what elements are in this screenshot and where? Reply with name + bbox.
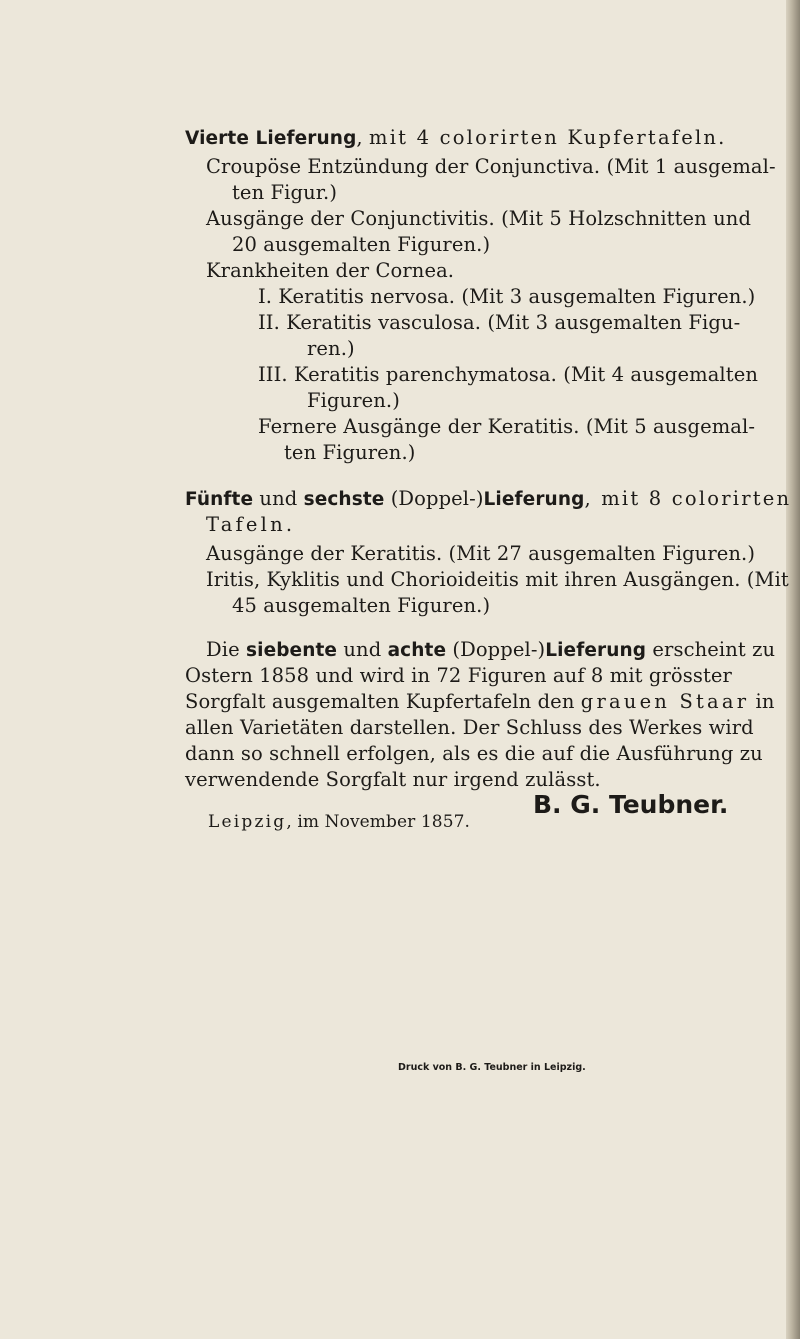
section4-line: ten Figur.) xyxy=(232,181,338,204)
section78-line1: Die siebente und achte (Doppel-)Lieferung erscheint zu xyxy=(206,638,776,661)
section4-line: ren.) xyxy=(307,337,355,360)
page-edge-shadow xyxy=(786,0,800,1339)
section56-line: 45 ausgemalten Figuren.) xyxy=(232,594,491,617)
section4-line: I. Keratitis nervosa. (Mit 3 ausgemalten Figuren.) xyxy=(258,285,756,308)
publisher-signature: B. G. Teubner. xyxy=(533,790,729,819)
section78-line3: Sorgfalt ausgemalten Kupfertafeln den grauen Staar in xyxy=(185,690,775,713)
section56-heading-line2: Tafeln. xyxy=(206,513,296,536)
section4-line: Croupöse Entzündung der Conjunctiva. (Mit 1 ausgemal- xyxy=(206,155,776,178)
section78-line4: allen Varietäten darstellen. Der Schluss des Werkes wird xyxy=(185,716,754,739)
section4-line: III. Keratitis parenchymatosa. (Mit 4 ausgemalten xyxy=(258,363,758,386)
section4-line: Ausgänge der Conjunctivitis. (Mit 5 Holzschnitten und xyxy=(206,207,752,230)
section78-line6: verwendende Sorgfalt nur irgend zulässt. xyxy=(185,768,601,791)
section78-line5: dann so schnell erfolgen, als es die auf die Ausführung zu xyxy=(185,742,763,765)
section56-heading: Fünfte und sechste (Doppel-)Lieferung, mit 8 colorirten xyxy=(185,487,792,510)
section4-line: ten Figuren.) xyxy=(284,441,416,464)
dateline: Leipzig, im November 1857. xyxy=(208,812,471,832)
section78-line2: Ostern 1858 und wird in 72 Figuren auf 8 mit grösster xyxy=(185,664,732,687)
section56-line: Ausgänge der Keratitis. (Mit 27 ausgemalten Figuren.) xyxy=(206,542,756,565)
section4-line: Krankheiten der Cornea. xyxy=(206,259,455,282)
section4-line: II. Keratitis vasculosa. (Mit 3 ausgemalten Figu- xyxy=(258,311,741,334)
printer-imprint: Druck von B. G. Teubner in Leipzig. xyxy=(398,1062,586,1073)
section4-heading: Vierte Lieferung, mit 4 colorirten Kupfertafeln. xyxy=(185,126,727,149)
section4-line: Figuren.) xyxy=(307,389,400,412)
section4-line: Fernere Ausgänge der Keratitis. (Mit 5 ausgemal- xyxy=(258,415,756,438)
section4-line: 20 ausgemalten Figuren.) xyxy=(232,233,491,256)
section56-line: Iritis, Kyklitis und Chorioideitis mit ihren Ausgängen. (Mit xyxy=(206,568,789,591)
